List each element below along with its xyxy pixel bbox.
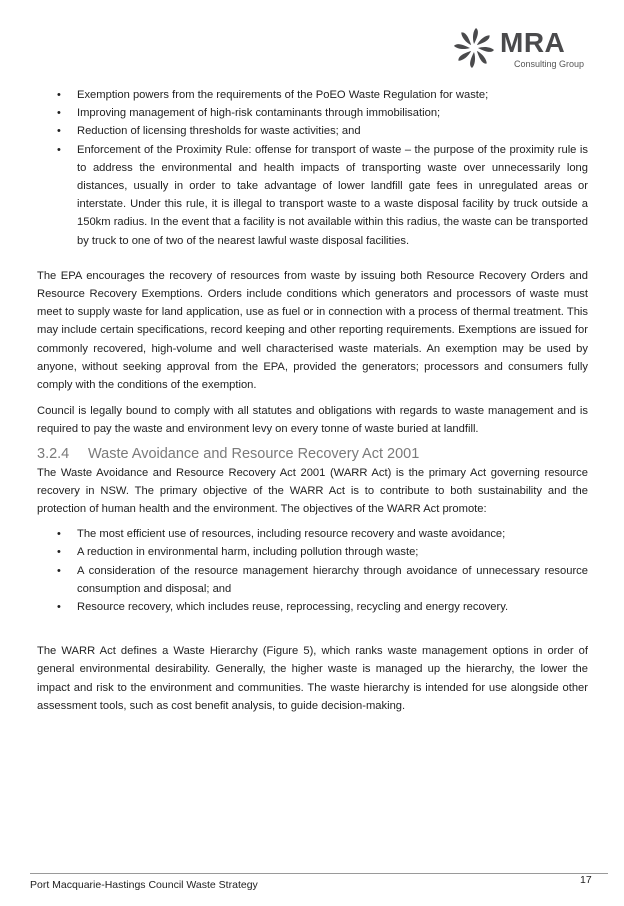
document-body	[37, 86, 588, 715]
mra-logo-mark-icon	[452, 26, 496, 70]
warr-objectives-list	[37, 525, 588, 616]
list-item: • The most efficient use of resources, including resource recovery and waste avoidance;	[37, 525, 588, 543]
section-heading	[37, 444, 588, 464]
list-item: • A consideration of the resource management hierarchy through avoidance of unnecessary resource consumption and disposal; and	[37, 562, 588, 598]
council-paragraph: Council is legally bound to comply with all statutes and obligations with regards to waste management and is required to pay the waste and environment levy on every tonne of waste buried at landfill.	[37, 405, 588, 436]
footer-document-title: Port Macquarie-Hastings Council Waste Strategy	[30, 879, 258, 891]
list-item: • Reduction of licensing thresholds for waste activities; and	[37, 122, 588, 140]
logo-name: MRA	[500, 27, 566, 58]
epa-paragraph: The EPA encourages the recovery of resources from waste by issuing both Resource Recovery Orders and Resource Recovery Exemptions. Orders include conditions which generators and processors of waste must meet to supply waste for land application, use as fuel or in connection with a process of thermal treatment. This may include certain specifications, record keeping and other reporting requirements. Exemptions are issued for commonly recovered, high-volume and well characterised waste materials. An exemption may be used by anyone, without seeking approval from the EPA, provided the generators; processors and consumers fully comply with the conditions of the exemption.	[37, 269, 588, 392]
list-item: • Exemption powers from the requirements of the PoEO Waste Regulation for waste;	[37, 86, 588, 104]
footer-divider	[30, 873, 608, 874]
list-item: • Enforcement of the Proximity Rule: offense for transport of waste – the purpose of the proximity rule is to address the environmental and health impacts of transporting waste over unnecessarily long distances, usually in order to take advantage of lower landfill gate fees in unregulated areas or interstate. Under this rule, it is illegal to transport waste to a waste disposal facility by truck outside a 150km radius. In the event that a facility is not available within this radius, the waste can be transported by truck to one of two of the nearest lawful waste disposal facilities.	[37, 141, 588, 250]
waste-hierarchy-paragraph: The WARR Act defines a Waste Hierarchy (Figure 5), which ranks waste management options in order of general environmental desirability. Generally, the higher waste is managed up the hierarchy, the lower the impact and risk to the environment and communities. The waste hierarchy is intended for use alongside other assessment tools, such as cost benefit analysis, to guide decision-making.	[37, 645, 588, 712]
list-item: • Improving management of high-risk contaminants through immobilisation;	[37, 104, 588, 122]
logo-subtitle: Consulting Group	[514, 59, 585, 69]
page-number: 17	[580, 874, 592, 886]
list-item: • Resource recovery, which includes reuse, reprocessing, recycling and energy recovery.	[37, 598, 588, 616]
warr-intro-paragraph: The Waste Avoidance and Resource Recovery Act 2001 (WARR Act) is the primary Act governing resource recovery in NSW. The primary objective of the WARR Act is to contribute to both sustainability and the protection of human health and the environment. The objectives of the WARR Act promote:	[37, 466, 588, 516]
section-title: Waste Avoidance and Resource Recovery Act 2001	[88, 445, 420, 462]
list-item: • A reduction in environmental harm, including pollution through waste;	[37, 543, 588, 561]
regulation-bullet-list	[37, 86, 588, 250]
mra-logo	[452, 24, 612, 72]
section-number: 3.2.4	[37, 445, 70, 462]
